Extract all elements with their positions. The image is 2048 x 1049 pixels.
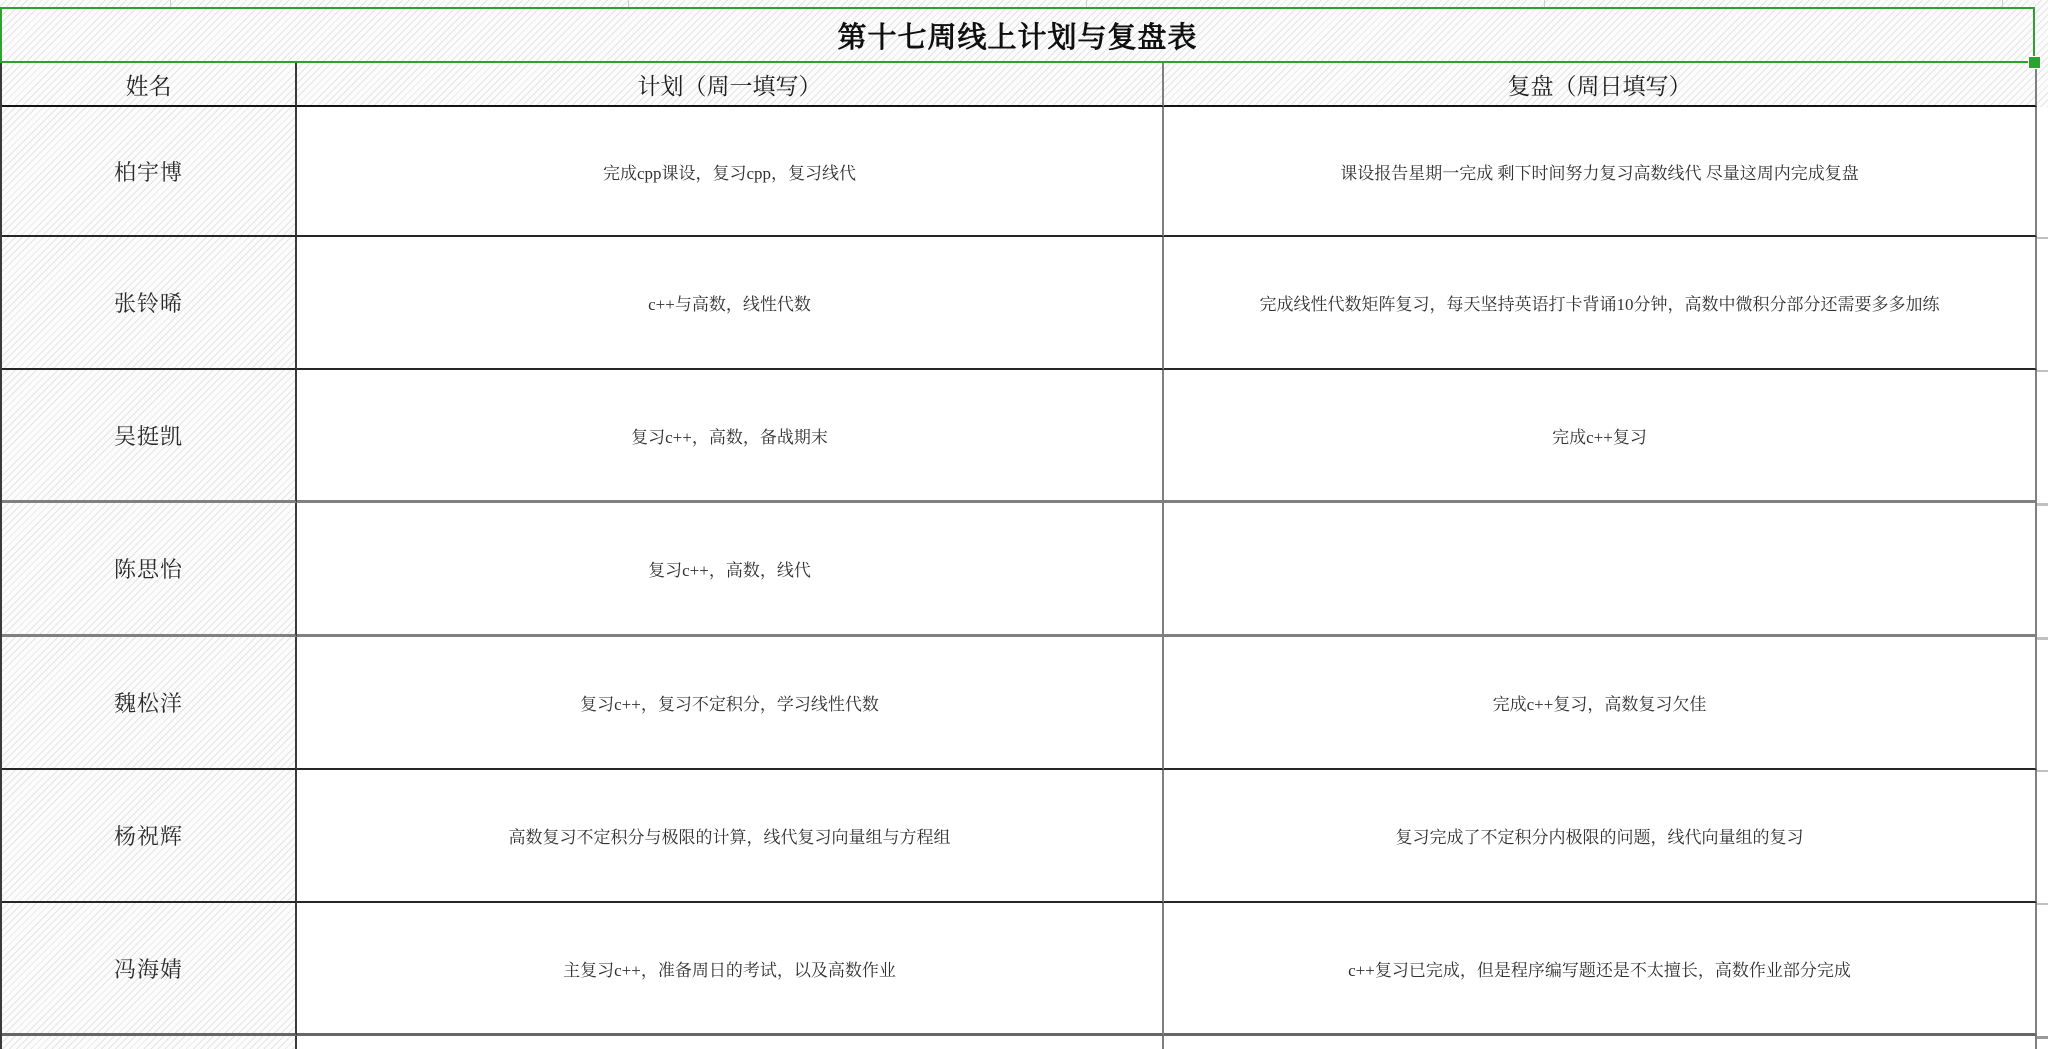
- gridline: [628, 0, 629, 7]
- review-cell[interactable]: 完成c++复习: [1164, 370, 2037, 503]
- plan-cell[interactable]: [297, 1036, 1164, 1049]
- page-title: 第十七周线上计划与复盘表: [837, 21, 1198, 54]
- name-cell[interactable]: 魏松洋: [2, 637, 297, 770]
- gridline: [1086, 0, 1087, 7]
- header-cell-name[interactable]: 姓名: [2, 63, 297, 107]
- gridline: [1544, 0, 1545, 7]
- name-cell[interactable]: 杨祝辉: [2, 770, 297, 903]
- plan-cell[interactable]: 高数复习不定积分与极限的计算，线代复习向量组与方程组: [297, 770, 1164, 903]
- selection-fill-handle[interactable]: [2029, 57, 2040, 68]
- plan-cell[interactable]: 复习c++，复习不定积分，学习线性代数: [297, 637, 1164, 770]
- plan-table: [0, 63, 2035, 1049]
- plan-cell[interactable]: 复习c++，高数，备战期末: [297, 370, 1164, 503]
- title-cell[interactable]: [0, 7, 2035, 63]
- review-cell[interactable]: 课设报告星期一完成 剩下时间努力复习高数线代 尽量这周内完成复盘: [1164, 107, 2037, 237]
- name-cell[interactable]: 吴挺凯: [2, 370, 297, 503]
- name-cell[interactable]: 冯海婧: [2, 903, 297, 1036]
- name-cell[interactable]: 张铃晞: [2, 237, 297, 370]
- review-cell[interactable]: 完成c++复习，高数复习欠佳: [1164, 637, 2037, 770]
- name-cell[interactable]: [2, 1036, 297, 1049]
- review-cell[interactable]: 复习完成了不定积分内极限的问题，线代向量组的复习: [1164, 770, 2037, 903]
- sheet-top-strip: [0, 0, 2048, 7]
- review-cell[interactable]: c++复习已完成，但是程序编写题还是不太擅长，高数作业部分完成: [1164, 903, 2037, 1036]
- review-cell[interactable]: [1164, 503, 2037, 637]
- review-cell[interactable]: [1164, 1036, 2037, 1049]
- header-cell-review[interactable]: 复盘（周日填写）: [1164, 63, 2037, 107]
- gridline: [170, 0, 171, 7]
- plan-cell[interactable]: 完成cpp课设，复习cpp，复习线代: [297, 107, 1164, 237]
- gridline: [2002, 0, 2003, 7]
- name-cell[interactable]: 陈思怡: [2, 503, 297, 637]
- name-cell[interactable]: 柏宇博: [2, 107, 297, 237]
- plan-cell[interactable]: 主复习c++，准备周日的考试，以及高数作业: [297, 903, 1164, 1036]
- plan-cell[interactable]: c++与高数，线性代数: [297, 237, 1164, 370]
- plan-cell[interactable]: 复习c++，高数，线代: [297, 503, 1164, 637]
- review-cell[interactable]: 完成线性代数矩阵复习，每天坚持英语打卡背诵10分钟，高数中微积分部分还需要多多加练: [1164, 237, 2037, 370]
- header-cell-plan[interactable]: 计划（周一填写）: [297, 63, 1164, 107]
